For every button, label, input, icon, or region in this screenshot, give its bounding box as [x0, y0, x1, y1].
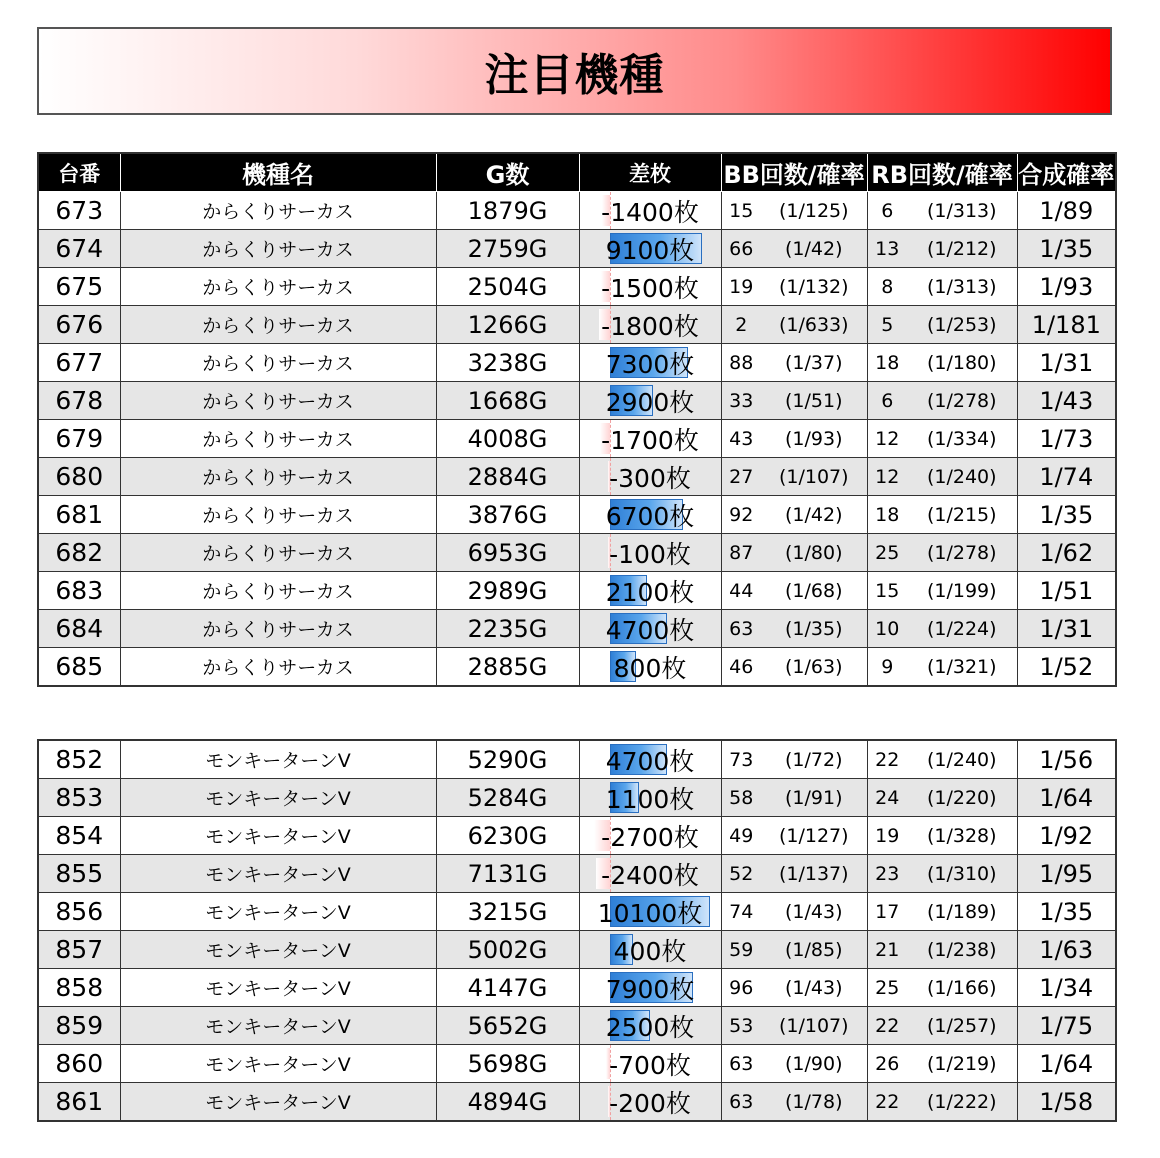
rb-count: 5 — [867, 306, 907, 344]
rb-count: 25 — [867, 969, 907, 1007]
bb-probability: (1/43) — [761, 893, 867, 931]
game-count: 7131G — [436, 855, 579, 893]
bb-probability: (1/107) — [761, 1007, 867, 1045]
table-row — [38, 496, 1116, 534]
rb-count: 21 — [867, 931, 907, 969]
rb-probability: (1/189) — [907, 893, 1017, 931]
rb-probability: (1/253) — [907, 306, 1017, 344]
bb-count: 59 — [721, 931, 761, 969]
bb-count: 96 — [721, 969, 761, 1007]
machine-name: モンキーターンV — [120, 1083, 436, 1122]
header-row — [38, 153, 1116, 192]
machine-name: からくりサーカス — [120, 306, 436, 344]
rb-probability: (1/321) — [907, 648, 1017, 687]
header-machine-name: 機種名 — [120, 153, 436, 192]
page-title: 注目機種 — [484, 50, 665, 101]
combined-probability: 1/73 — [1017, 420, 1116, 458]
rb-count: 8 — [867, 268, 907, 306]
header-rb: RB回数/確率 — [867, 153, 1017, 192]
rb-count: 17 — [867, 893, 907, 931]
bb-probability: (1/35) — [761, 610, 867, 648]
diff-value: -300枚 — [609, 463, 691, 493]
diff-cell — [579, 648, 721, 687]
table-row — [38, 969, 1116, 1007]
rb-count: 6 — [867, 382, 907, 420]
bb-probability: (1/72) — [761, 740, 867, 779]
bb-probability: (1/93) — [761, 420, 867, 458]
bb-probability: (1/43) — [761, 969, 867, 1007]
diff-value: -1700枚 — [601, 425, 699, 455]
machine-no: 673 — [38, 192, 120, 230]
bb-count: 63 — [721, 1045, 761, 1083]
diff-cell — [579, 458, 721, 496]
diff-cell — [579, 230, 721, 268]
game-count: 1879G — [436, 192, 579, 230]
game-count: 3238G — [436, 344, 579, 382]
table-row — [38, 572, 1116, 610]
diff-cell — [579, 817, 721, 855]
combined-probability: 1/56 — [1017, 740, 1116, 779]
bb-count: 63 — [721, 610, 761, 648]
bb-probability: (1/42) — [761, 230, 867, 268]
bb-count: 63 — [721, 1083, 761, 1122]
table-row — [38, 855, 1116, 893]
table-row — [38, 268, 1116, 306]
bb-count: 43 — [721, 420, 761, 458]
machine-name: モンキーターンV — [120, 779, 436, 817]
diff-cell — [579, 496, 721, 534]
game-count: 1668G — [436, 382, 579, 420]
machine-name: モンキーターンV — [120, 817, 436, 855]
diff-value: -200枚 — [609, 1088, 691, 1118]
machine-no: 679 — [38, 420, 120, 458]
machine-name: モンキーターンV — [120, 969, 436, 1007]
combined-probability: 1/181 — [1017, 306, 1116, 344]
rb-count: 15 — [867, 572, 907, 610]
table-row — [38, 458, 1116, 496]
combined-probability: 1/89 — [1017, 192, 1116, 230]
combined-probability: 1/92 — [1017, 817, 1116, 855]
machine-name: からくりサーカス — [120, 534, 436, 572]
bb-probability: (1/132) — [761, 268, 867, 306]
diff-value: 2100枚 — [605, 577, 695, 607]
diff-value: 10100枚 — [597, 898, 703, 928]
combined-probability: 1/31 — [1017, 344, 1116, 382]
table-row — [38, 1007, 1116, 1045]
bb-probability: (1/85) — [761, 931, 867, 969]
diff-value: -1500枚 — [601, 273, 699, 303]
rb-probability: (1/180) — [907, 344, 1017, 382]
game-count: 2504G — [436, 268, 579, 306]
bb-count: 15 — [721, 192, 761, 230]
rb-probability: (1/313) — [907, 268, 1017, 306]
rb-count: 24 — [867, 779, 907, 817]
title-banner — [37, 27, 1112, 115]
table-row — [38, 610, 1116, 648]
rb-count: 22 — [867, 740, 907, 779]
machine-table-karakuri — [37, 152, 1117, 687]
machine-table-monkey — [37, 739, 1117, 1122]
rb-probability: (1/224) — [907, 610, 1017, 648]
machine-name: モンキーターンV — [120, 931, 436, 969]
rb-probability: (1/328) — [907, 817, 1017, 855]
bb-probability: (1/42) — [761, 496, 867, 534]
machine-no: 858 — [38, 969, 120, 1007]
diff-value: 2900枚 — [605, 387, 695, 417]
combined-probability: 1/35 — [1017, 496, 1116, 534]
combined-probability: 1/34 — [1017, 969, 1116, 1007]
machine-name: モンキーターンV — [120, 855, 436, 893]
machine-name: からくりサーカス — [120, 268, 436, 306]
table-row — [38, 817, 1116, 855]
rb-probability: (1/310) — [907, 855, 1017, 893]
machine-name: からくりサーカス — [120, 382, 436, 420]
bb-count: 66 — [721, 230, 761, 268]
table-row — [38, 534, 1116, 572]
bb-probability: (1/80) — [761, 534, 867, 572]
table-row — [38, 1083, 1116, 1122]
rb-probability: (1/215) — [907, 496, 1017, 534]
bb-count: 88 — [721, 344, 761, 382]
bb-count: 53 — [721, 1007, 761, 1045]
table-row — [38, 1045, 1116, 1083]
machine-no: 678 — [38, 382, 120, 420]
bb-probability: (1/63) — [761, 648, 867, 687]
table-row — [38, 648, 1116, 687]
table-row — [38, 740, 1116, 779]
game-count: 6230G — [436, 817, 579, 855]
machine-name: からくりサーカス — [120, 648, 436, 687]
bb-count: 49 — [721, 817, 761, 855]
rb-count: 18 — [867, 496, 907, 534]
diff-cell — [579, 192, 721, 230]
table-row — [38, 344, 1116, 382]
machine-name: からくりサーカス — [120, 496, 436, 534]
rb-probability: (1/212) — [907, 230, 1017, 268]
combined-probability: 1/64 — [1017, 1045, 1116, 1083]
rb-probability: (1/222) — [907, 1083, 1017, 1122]
game-count: 4147G — [436, 969, 579, 1007]
diff-value: -2400枚 — [601, 860, 699, 890]
combined-probability: 1/52 — [1017, 648, 1116, 687]
rb-count: 19 — [867, 817, 907, 855]
bb-count: 46 — [721, 648, 761, 687]
game-count: 3876G — [436, 496, 579, 534]
combined-probability: 1/35 — [1017, 893, 1116, 931]
machine-no: 857 — [38, 931, 120, 969]
rb-probability: (1/220) — [907, 779, 1017, 817]
table-row — [38, 893, 1116, 931]
bb-probability: (1/633) — [761, 306, 867, 344]
header-bb: BB回数/確率 — [721, 153, 867, 192]
bb-probability: (1/107) — [761, 458, 867, 496]
machine-name: からくりサーカス — [120, 344, 436, 382]
combined-probability: 1/93 — [1017, 268, 1116, 306]
game-count: 5002G — [436, 931, 579, 969]
bb-probability: (1/78) — [761, 1083, 867, 1122]
rb-probability: (1/334) — [907, 420, 1017, 458]
combined-probability: 1/43 — [1017, 382, 1116, 420]
game-count: 2235G — [436, 610, 579, 648]
rb-probability: (1/257) — [907, 1007, 1017, 1045]
machine-name: からくりサーカス — [120, 192, 436, 230]
diff-value: 9100枚 — [605, 235, 695, 265]
bb-probability: (1/90) — [761, 1045, 867, 1083]
bb-probability: (1/68) — [761, 572, 867, 610]
diff-cell — [579, 268, 721, 306]
bb-probability: (1/91) — [761, 779, 867, 817]
machine-name: モンキーターンV — [120, 1007, 436, 1045]
bb-probability: (1/127) — [761, 817, 867, 855]
diff-cell — [579, 893, 721, 931]
game-count: 6953G — [436, 534, 579, 572]
diff-value: 4700枚 — [605, 615, 695, 645]
machine-no: 853 — [38, 779, 120, 817]
diff-value: -2700枚 — [601, 822, 699, 852]
diff-value: -100枚 — [609, 539, 691, 569]
game-count: 4894G — [436, 1083, 579, 1122]
diff-cell — [579, 1083, 721, 1122]
bb-probability: (1/51) — [761, 382, 867, 420]
bb-count: 44 — [721, 572, 761, 610]
table-row — [38, 779, 1116, 817]
bb-count: 2 — [721, 306, 761, 344]
diff-cell — [579, 534, 721, 572]
diff-value: 6700枚 — [605, 501, 695, 531]
diff-value: 800枚 — [613, 653, 687, 683]
diff-cell — [579, 779, 721, 817]
machine-name: モンキーターンV — [120, 893, 436, 931]
diff-value: 4700枚 — [605, 746, 695, 776]
machine-no: 675 — [38, 268, 120, 306]
rb-probability: (1/240) — [907, 458, 1017, 496]
machine-name: からくりサーカス — [120, 458, 436, 496]
bb-probability: (1/137) — [761, 855, 867, 893]
game-count: 5698G — [436, 1045, 579, 1083]
rb-count: 9 — [867, 648, 907, 687]
diff-cell — [579, 382, 721, 420]
combined-probability: 1/51 — [1017, 572, 1116, 610]
rb-probability: (1/238) — [907, 931, 1017, 969]
machine-no: 674 — [38, 230, 120, 268]
game-count: 1266G — [436, 306, 579, 344]
machine-no: 680 — [38, 458, 120, 496]
bb-count: 33 — [721, 382, 761, 420]
table-row — [38, 931, 1116, 969]
table-row — [38, 306, 1116, 344]
diff-cell — [579, 420, 721, 458]
bb-count: 92 — [721, 496, 761, 534]
bb-count: 19 — [721, 268, 761, 306]
diff-cell — [579, 1045, 721, 1083]
rb-count: 25 — [867, 534, 907, 572]
game-count: 3215G — [436, 893, 579, 931]
rb-count: 22 — [867, 1007, 907, 1045]
diff-cell — [579, 931, 721, 969]
machine-no: 854 — [38, 817, 120, 855]
machine-no: 681 — [38, 496, 120, 534]
rb-count: 12 — [867, 420, 907, 458]
game-count: 2885G — [436, 648, 579, 687]
machine-no: 683 — [38, 572, 120, 610]
diff-cell — [579, 344, 721, 382]
diff-value: 7300枚 — [605, 349, 695, 379]
rb-probability: (1/219) — [907, 1045, 1017, 1083]
rb-count: 18 — [867, 344, 907, 382]
combined-probability: 1/64 — [1017, 779, 1116, 817]
game-count: 2884G — [436, 458, 579, 496]
diff-cell — [579, 740, 721, 779]
diff-cell — [579, 1007, 721, 1045]
bb-count: 73 — [721, 740, 761, 779]
machine-no: 861 — [38, 1083, 120, 1122]
machine-no: 684 — [38, 610, 120, 648]
game-count: 5284G — [436, 779, 579, 817]
bb-probability: (1/125) — [761, 192, 867, 230]
header-diff: 差枚 — [579, 153, 721, 192]
header-machine-no: 台番 — [38, 153, 120, 192]
machine-no: 860 — [38, 1045, 120, 1083]
bb-count: 27 — [721, 458, 761, 496]
machine-no: 676 — [38, 306, 120, 344]
table-row — [38, 192, 1116, 230]
rb-probability: (1/278) — [907, 534, 1017, 572]
diff-cell — [579, 969, 721, 1007]
bb-count: 74 — [721, 893, 761, 931]
bb-count: 58 — [721, 779, 761, 817]
diff-value: -1400枚 — [601, 197, 699, 227]
table-row — [38, 420, 1116, 458]
table-row — [38, 382, 1116, 420]
game-count: 2759G — [436, 230, 579, 268]
combined-probability: 1/58 — [1017, 1083, 1116, 1122]
machine-no: 852 — [38, 740, 120, 779]
machine-name: からくりサーカス — [120, 230, 436, 268]
machine-name: からくりサーカス — [120, 572, 436, 610]
machine-name: モンキーターンV — [120, 740, 436, 779]
machine-no: 677 — [38, 344, 120, 382]
diff-cell — [579, 610, 721, 648]
machine-no: 855 — [38, 855, 120, 893]
table-row — [38, 230, 1116, 268]
combined-probability: 1/74 — [1017, 458, 1116, 496]
machine-no: 859 — [38, 1007, 120, 1045]
diff-cell — [579, 855, 721, 893]
rb-count: 6 — [867, 192, 907, 230]
rb-count: 10 — [867, 610, 907, 648]
rb-probability: (1/166) — [907, 969, 1017, 1007]
diff-cell — [579, 306, 721, 344]
rb-count: 13 — [867, 230, 907, 268]
rb-probability: (1/313) — [907, 192, 1017, 230]
diff-value: -1800枚 — [601, 311, 699, 341]
rb-probability: (1/278) — [907, 382, 1017, 420]
machine-no: 682 — [38, 534, 120, 572]
machine-name: からくりサーカス — [120, 420, 436, 458]
diff-value: 7900枚 — [605, 974, 695, 1004]
game-count: 4008G — [436, 420, 579, 458]
machine-no: 856 — [38, 893, 120, 931]
diff-value: -700枚 — [609, 1050, 691, 1080]
header-combined: 合成確率 — [1017, 153, 1116, 192]
rb-count: 23 — [867, 855, 907, 893]
diff-cell — [579, 572, 721, 610]
bb-probability: (1/37) — [761, 344, 867, 382]
rb-count: 22 — [867, 1083, 907, 1122]
diff-value: 400枚 — [613, 936, 687, 966]
rb-count: 26 — [867, 1045, 907, 1083]
combined-probability: 1/35 — [1017, 230, 1116, 268]
game-count: 5290G — [436, 740, 579, 779]
machine-name: からくりサーカス — [120, 610, 436, 648]
machine-name: モンキーターンV — [120, 1045, 436, 1083]
rb-probability: (1/199) — [907, 572, 1017, 610]
bb-count: 87 — [721, 534, 761, 572]
combined-probability: 1/75 — [1017, 1007, 1116, 1045]
combined-probability: 1/31 — [1017, 610, 1116, 648]
diff-value: 1100枚 — [605, 784, 695, 814]
rb-probability: (1/240) — [907, 740, 1017, 779]
rb-count: 12 — [867, 458, 907, 496]
diff-value: 2500枚 — [605, 1012, 695, 1042]
combined-probability: 1/95 — [1017, 855, 1116, 893]
combined-probability: 1/62 — [1017, 534, 1116, 572]
bb-count: 52 — [721, 855, 761, 893]
game-count: 2989G — [436, 572, 579, 610]
combined-probability: 1/63 — [1017, 931, 1116, 969]
machine-no: 685 — [38, 648, 120, 687]
game-count: 5652G — [436, 1007, 579, 1045]
header-games: G数 — [436, 153, 579, 192]
